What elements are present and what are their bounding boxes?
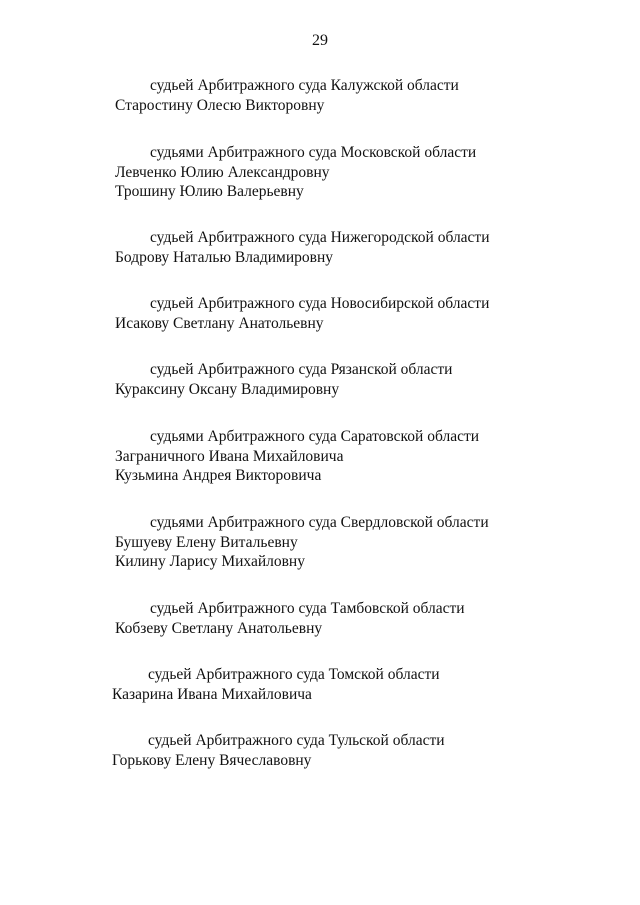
appointee-name: Исакову Светлану Анатольевну — [115, 314, 324, 332]
appointment-tula — [112, 731, 612, 770]
appointment-heading: судьей Арбитражного суда Нижегородской области — [150, 229, 490, 246]
appointment-heading: судьей Арбитражного суда Тульской области — [148, 732, 445, 749]
appointment-saratov — [112, 427, 612, 486]
appointee-name: Бушуеву Елену Витальевну — [115, 533, 298, 551]
appointee-name: Кобзеву Светлану Анатольевну — [115, 619, 323, 637]
appointment-kaluga — [112, 76, 612, 115]
appointment-ryazan — [112, 360, 612, 399]
appointee-name: Трошину Юлию Валерьевну — [115, 183, 304, 200]
appointee-name: Кузьмина Андрея Викторовича — [115, 467, 322, 484]
appointment-heading: судьей Арбитражного суда Томской области — [148, 666, 440, 683]
appointee-name: Килину Ларису Михайловну — [115, 553, 305, 570]
appointee-name: Заграничного Ивана Михайловича — [115, 447, 344, 465]
appointee-name: Казарина Ивана Михайловича — [112, 685, 312, 703]
appointment-heading: судьями Арбитражного суда Свердловской области — [150, 514, 489, 531]
appointment-moscow-region — [112, 143, 612, 202]
appointment-heading: судьями Арбитражного суда Московской области — [150, 144, 477, 161]
appointee-name: Горькову Елену Вячеславовну — [112, 751, 312, 769]
appointment-heading: судьей Арбитражного суда Рязанской области — [150, 361, 453, 378]
appointment-novosibirsk — [112, 294, 612, 333]
appointment-heading: судьями Арбитражного суда Саратовской области — [150, 428, 480, 445]
appointee-name: Старостину Олесю Викторовну — [115, 96, 325, 114]
appointment-heading: судьей Арбитражного суда Новосибирской области — [150, 295, 490, 312]
appointment-heading: судьей Арбитражного суда Калужской области — [150, 77, 459, 94]
appointment-tomsk — [112, 665, 612, 704]
appointee-name: Кураксину Оксану Владимировну — [115, 380, 340, 398]
appointment-heading: судьей Арбитражного суда Тамбовской области — [150, 600, 465, 617]
appointee-name: Левченко Юлию Александровну — [115, 163, 330, 181]
appointee-name: Бодрову Наталью Владимировну — [115, 248, 334, 266]
appointment-tambov — [112, 599, 612, 638]
appointment-nizhny-novgorod — [112, 228, 612, 267]
appointment-sverdlovsk — [112, 513, 612, 572]
page-number: 29 — [312, 32, 328, 49]
